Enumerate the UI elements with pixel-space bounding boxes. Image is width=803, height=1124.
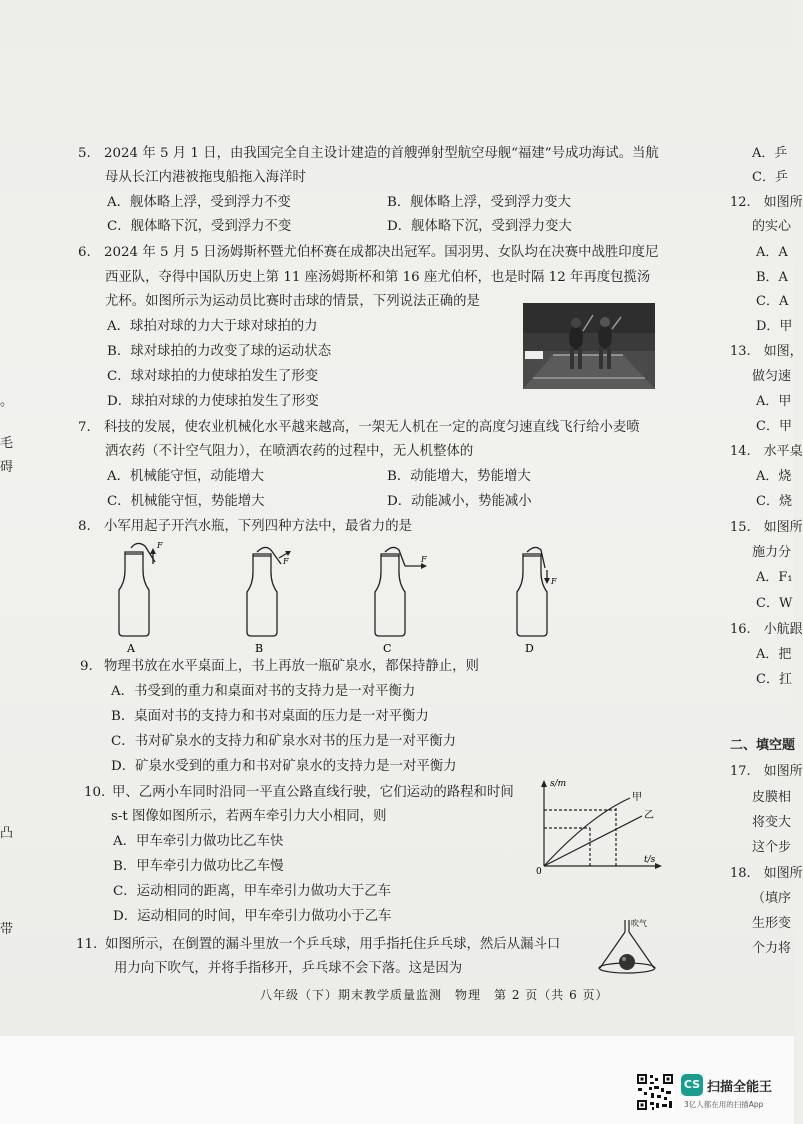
left-edge-fragment: 毛 — [0, 436, 14, 451]
question-10 — [84, 781, 514, 806]
question-text: s-t 图像如图所示，若两车牵引力大小相同，则 — [111, 809, 387, 824]
figure-label-a: A — [127, 642, 135, 655]
question-number: 7. — [78, 420, 91, 435]
camscanner-logo-icon: CS — [681, 1074, 703, 1096]
option-d: D．舰体略下沉，受到浮力变大 — [387, 219, 572, 234]
page-bottom-margin — [0, 1036, 794, 1124]
question-text: 洒农药（不计空气阻力），在喷洒农药的过程中，无人机整体的 — [105, 444, 474, 459]
qr-code-icon — [636, 1073, 674, 1111]
option-d: D．矿泉水受到的重力和书对矿泉水的支持力是一对平衡力 — [111, 759, 457, 774]
graph-xlabel: t/s — [644, 855, 656, 865]
right-edge-fragment: C．甲 — [756, 419, 792, 434]
left-edge-fragment: 带 — [0, 922, 14, 937]
force-label: F — [421, 555, 427, 564]
blow-label: 吹气 — [631, 919, 647, 928]
option-a: A．舰体略上浮，受到浮力不变 — [107, 195, 291, 210]
right-edge-fragment: 15. 如图所 — [730, 520, 803, 535]
right-edge-fragment: A．甲 — [756, 394, 792, 409]
option-b: B．舰体略上浮，受到浮力变大 — [387, 195, 571, 210]
scanner-tagline: 3亿人都在用的扫描App — [684, 1100, 764, 1109]
figure-label-b: B — [255, 642, 264, 655]
right-edge-fragment: 将变大 — [752, 815, 792, 830]
question-text: 物理书放在水平桌面上，书上再放一瓶矿泉水，都保持静止，则 — [104, 659, 479, 674]
option-c: C．机械能守恒，势能增大 — [107, 494, 265, 509]
question-text: 2024 年 5 月 1 日，由我国完全自主设计建造的首艘弹射型航空母舰“福建”号成功海试。当航 — [104, 146, 659, 161]
question-8 — [78, 515, 412, 540]
question-6 — [78, 241, 659, 266]
option-b: B．球对球拍的力改变了球的运动状态 — [107, 344, 332, 359]
right-edge-fragment: A．烧 — [756, 469, 792, 484]
option-d: D．球拍对球的力使球拍发生了形变 — [107, 394, 319, 409]
option-a: A．书受到的重力和桌面对书的支持力是一对平衡力 — [111, 684, 416, 699]
option-a: A．球拍对球的力大于球对球拍的力 — [107, 319, 318, 334]
question-text: 尤杯。如图所示为运动员比赛时击球的情景，下列说法正确的是 — [105, 294, 480, 309]
figure-label-d: D — [525, 642, 534, 655]
graph-ylabel: s/m — [550, 779, 567, 789]
question-11 — [76, 933, 561, 958]
question-number: 6. — [78, 245, 91, 260]
right-edge-fragment: 16. 小航跟 — [730, 622, 803, 637]
st-graph — [530, 776, 665, 876]
question-5 — [78, 142, 659, 167]
question-text: 母从长江内港被拖曳船拖入海洋时 — [105, 170, 306, 185]
option-c: C．运动相同的距离，甲车牵引力做功大于乙车 — [113, 884, 392, 899]
option-d: D．动能减小，势能减小 — [387, 494, 532, 509]
right-edge-fragment: 17. 如图所 — [730, 764, 803, 779]
option-a: A．机械能守恒，动能增大 — [107, 469, 264, 484]
series-label-yi: 乙 — [644, 810, 654, 821]
question-number: 8. — [78, 519, 91, 534]
question-9 — [80, 655, 479, 680]
option-c: C．舰体略下沉，受到浮力不变 — [107, 219, 292, 234]
right-edge-fragment: 施力分 — [752, 545, 792, 560]
right-edge-fragment: 做匀速 — [752, 369, 792, 384]
left-edge-fragment: 凸 — [0, 826, 14, 841]
left-edge-fragment: 。 — [0, 394, 14, 409]
question-text: 用力向下吹气，并将手指移开，乒乓球不会下落。这是因为 — [114, 961, 463, 976]
right-edge-fragment: D．甲 — [756, 319, 793, 334]
question-text: 如图所示，在倒置的漏斗里放一个乒乓球，用手指托住乒乓球，然后从漏斗口 — [105, 937, 561, 952]
question-text: 2024 年 5 月 5 日汤姆斯杯暨尤伯杯赛在成都决出冠军。国羽男、女队均在决赛中战胜印度尼 — [104, 245, 659, 260]
page-footer: 八年级（下）期末教学质量监测 物理 第 2 页（共 6 页） — [260, 988, 609, 1002]
question-text: 甲、乙两小车同时沿同一平直公路直线行驶，它们运动的路程和时间 — [112, 785, 514, 800]
question-number: 9. — [80, 659, 93, 674]
right-edge-fragment: C．W — [756, 596, 793, 611]
question-number: 10. — [84, 785, 106, 800]
scanner-app-name: 扫描全能王 — [707, 1080, 773, 1095]
right-edge-fragment: 13. 如图， — [730, 344, 803, 359]
question-text: 科技的发展，使农业机械化水平越来越高，一架无人机在一定的高度匀速直线飞行给小麦喷 — [104, 420, 640, 435]
option-d: D．运动相同的时间，甲车牵引力做功小于乙车 — [113, 909, 392, 924]
right-edge-fragment: 18. 如图所 — [730, 866, 803, 881]
graph-origin: 0 — [536, 867, 542, 877]
right-edge-fragment: 的实心 — [752, 219, 792, 234]
option-b: B．动能增大，势能增大 — [387, 469, 531, 484]
right-edge-fragment: A．F₁ — [756, 570, 793, 585]
option-a: A．甲车牵引力做功比乙车快 — [113, 834, 284, 849]
option-b: B．桌面对书的支持力和书对桌面的压力是一对平衡力 — [111, 709, 429, 724]
right-edge-fragment: C．扛 — [756, 672, 792, 687]
right-edge-fragment: 皮膜相 — [752, 790, 792, 805]
right-edge-fragment: C．A — [756, 294, 789, 309]
left-edge-fragment: 碍 — [0, 460, 14, 475]
right-edge-fragment: A．把 — [756, 647, 792, 662]
right-edge-fragment: 12. 如图所 — [730, 195, 803, 210]
funnel-figure — [592, 916, 662, 978]
force-label: F — [157, 541, 163, 550]
bottle-opener-figures — [105, 540, 575, 655]
section-heading: 二、填空题 — [730, 738, 796, 753]
right-edge-fragment: 生形变 — [752, 916, 792, 931]
right-edge-fragment: C．烧 — [756, 494, 792, 509]
right-edge-fragment: A．A — [756, 245, 788, 260]
right-edge-fragment: 14. 水平桌 — [730, 444, 803, 459]
force-label: F — [283, 557, 289, 566]
question-7 — [78, 416, 640, 441]
question-text: 小军用起子开汽水瓶，下列四种方法中，最省力的是 — [104, 519, 412, 534]
right-edge-fragment: B．A — [756, 270, 788, 285]
force-label: F — [551, 577, 557, 586]
question-number: 11. — [76, 937, 98, 952]
right-edge-fragment: （填序 — [752, 891, 792, 906]
right-edge-fragment: C．乒 — [752, 170, 788, 185]
right-edge-fragment: 个力将 — [752, 941, 792, 956]
badminton-photo — [523, 303, 655, 389]
series-label-jia: 甲 — [632, 792, 642, 803]
right-edge-fragment: 这个步 — [752, 840, 792, 855]
figure-label-c: C — [383, 642, 392, 655]
right-edge-fragment: A．乒 — [752, 146, 788, 161]
option-b: B．甲车牵引力做功比乙车慢 — [113, 859, 284, 874]
question-text: 西亚队，夺得中国队历史上第 11 座汤姆斯杯和第 16 座尤伯杯，也是时隔 12 年再度包揽汤 — [105, 270, 651, 285]
question-number: 5. — [78, 146, 91, 161]
option-c: C．书对矿泉水的支持力和矿泉水对书的压力是一对平衡力 — [111, 734, 457, 749]
option-c: C．球对球拍的力使球拍发生了形变 — [107, 369, 319, 384]
